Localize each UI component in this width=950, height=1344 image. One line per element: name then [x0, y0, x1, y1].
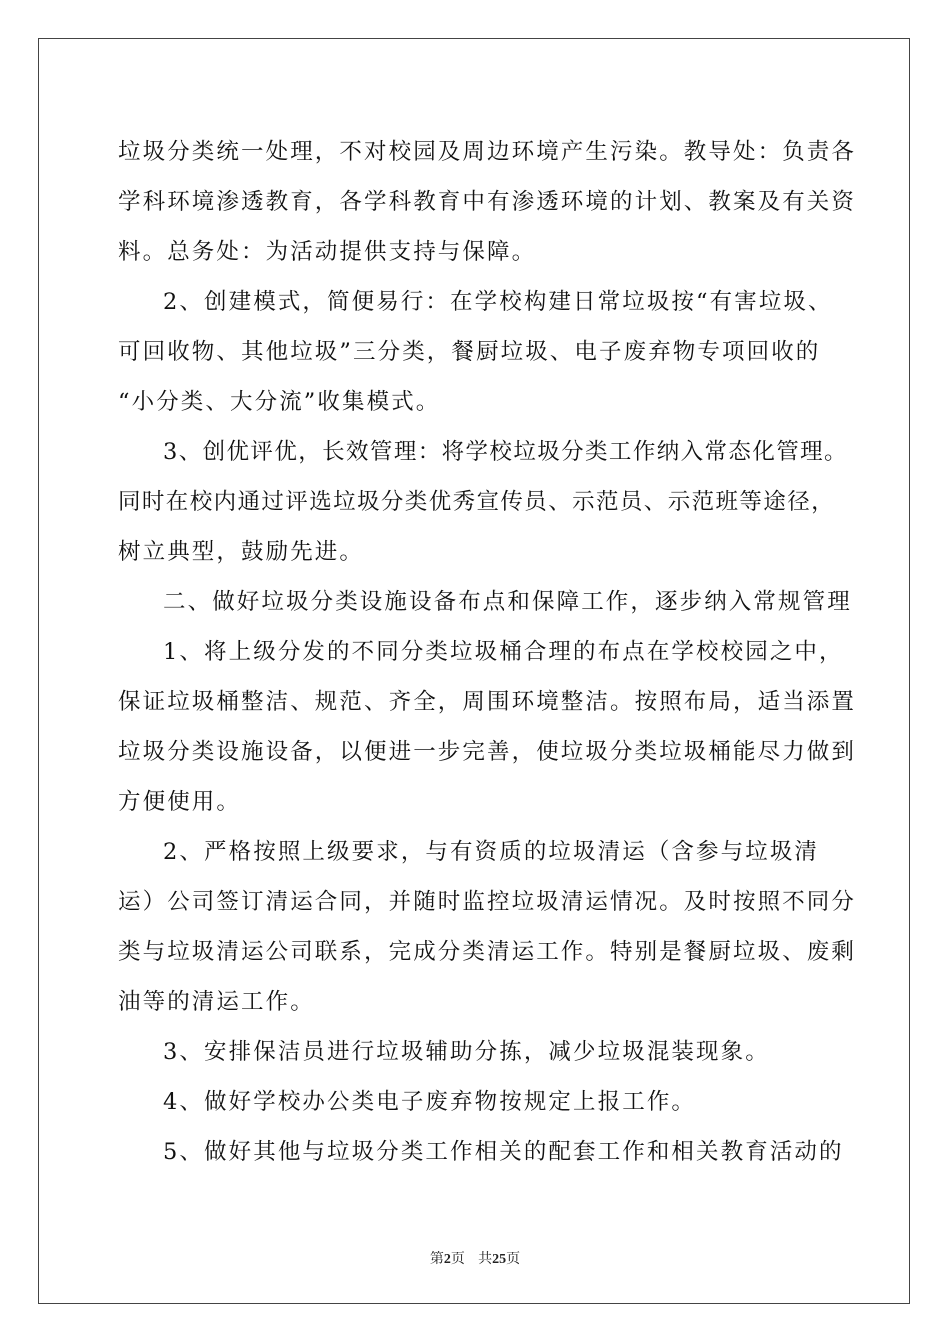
total-unit: 页 — [506, 1251, 521, 1267]
paragraph-line: 4、做好学校办公类电子废弃物按规定上报工作。 — [163, 1089, 697, 1115]
paragraph-line: 3、创优评优，长效管理：将学校垃圾分类工作纳入常态化管理。 — [163, 439, 848, 465]
paragraph-line: 垃圾分类设施设备，以便进一步完善，使垃圾分类垃圾桶能尽力做到 — [118, 739, 857, 765]
paragraph-line: 方便使用。 — [118, 789, 242, 815]
paragraph-line: 垃圾分类统一处理，不对校园及周边环境产生污染。教导处：负责各 — [118, 139, 857, 165]
paragraph-line: 可回收物、其他垃圾”三分类，餐厨垃圾、电子废弃物专项回收的 — [118, 339, 821, 365]
page-unit: 页 — [450, 1251, 465, 1267]
page-prefix: 第 — [429, 1251, 444, 1267]
paragraph-line: 料。总务处：为活动提供支持与保障。 — [118, 239, 537, 265]
paragraph-line: 学科环境渗透教育，各学科教育中有渗透环境的计划、教案及有关资 — [118, 189, 857, 215]
paragraph-line: 树立典型，鼓励先进。 — [118, 539, 365, 565]
section-heading: 二、做好垃圾分类设施设备布点和保障工作，逐步纳入常规管理 — [163, 589, 852, 615]
paragraph-line: 运）公司签订清运合同，并随时监控垃圾清运情况。及时按照不同分 — [118, 889, 857, 915]
paragraph-line: 3、安排保洁员进行垃圾辅助分拣，减少垃圾混装现象。 — [163, 1039, 770, 1065]
paragraph-line: 同时在校内通过评选垃圾分类优秀宣传员、示范员、示范班等途径， — [118, 489, 836, 515]
page-number: 2 — [443, 1252, 451, 1267]
paragraph-line: 2、创建模式，简便易行：在学校构建日常垃圾按“有害垃圾、 — [163, 289, 833, 315]
paragraph-line: 5、做好其他与垃圾分类工作相关的配套工作和相关教育活动的 — [163, 1139, 844, 1165]
page-footer — [0, 1248, 950, 1268]
paragraph-line: “小分类、大分流”收集模式。 — [118, 389, 441, 415]
paragraph-line: 1、将上级分发的不同分类垃圾桶合理的布点在学校校园之中， — [163, 639, 844, 665]
paragraph-line: 保证垃圾桶整洁、规范、齐全，周围环境整洁。按照布局，适当添置 — [118, 689, 857, 715]
paragraph-line: 类与垃圾清运公司联系，完成分类清运工作。特别是餐厨垃圾、废剩 — [118, 939, 857, 965]
paragraph-line: 油等的清运工作。 — [118, 989, 315, 1015]
paragraph-line: 2、严格按照上级要求，与有资质的垃圾清运（含参与垃圾清 — [163, 839, 820, 865]
total-pages: 25 — [492, 1252, 507, 1267]
total-prefix: 共 — [478, 1251, 493, 1267]
